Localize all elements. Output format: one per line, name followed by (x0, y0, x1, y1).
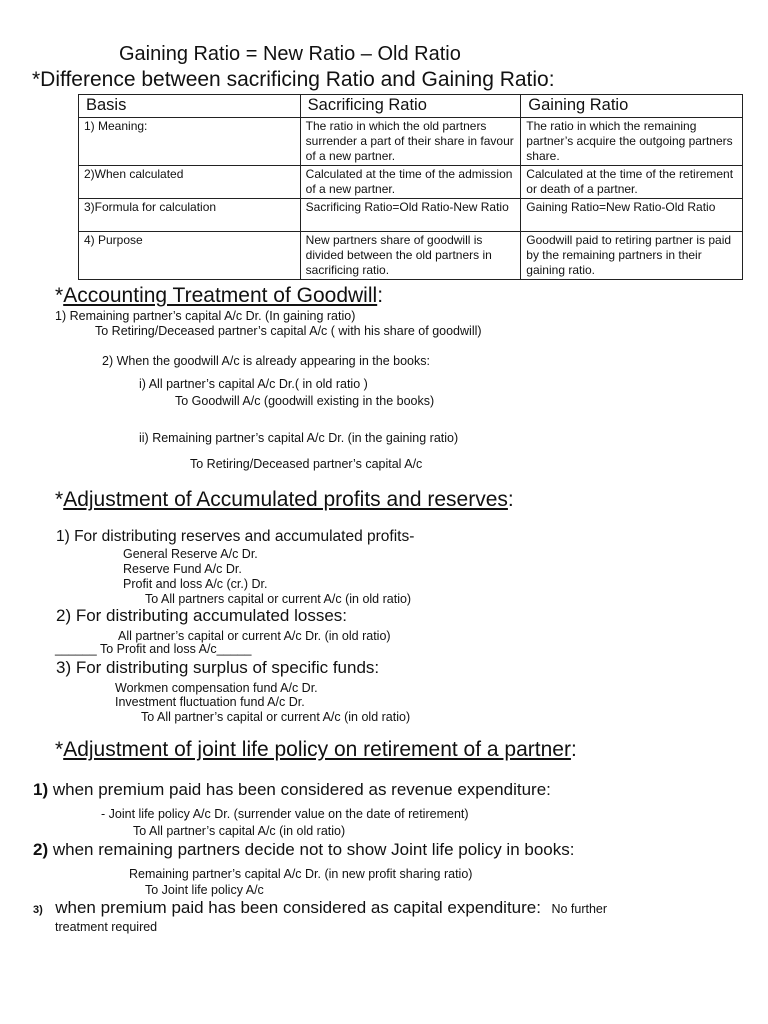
heading-prefix: * (55, 738, 64, 761)
reserves-heading (55, 488, 514, 512)
table-header-cell: Sacrificing Ratio (300, 95, 521, 118)
case-text: when remaining partners decide not to show Joint life policy in books: (48, 840, 575, 859)
jlp-case1-line2: To All partner’s capital A/c (in old ratio) (133, 824, 346, 838)
table-header-row (79, 95, 743, 118)
reserves-sub2-line1: All partner’s capital or current A/c Dr. (in old ratio) (118, 629, 391, 643)
table-cell: The ratio in which the remaining partner’s acquire the outgoing partners share. (521, 118, 743, 166)
jlp-case3-note-line2: treatment required (55, 920, 158, 934)
reserves-sub3-line3: To All partner’s capital or current A/c (in old ratio) (141, 710, 411, 724)
case-number: 1) (33, 780, 49, 799)
heading-title: Adjustment of Accumulated profits and reserves (63, 488, 508, 511)
formula-line: Gaining Ratio = New Ratio – Old Ratio (119, 43, 461, 65)
reserves-sub2-line2: ______ To Profit and loss A/c_____ (55, 642, 252, 656)
reserves-sub1-heading: 1) For distributing reserves and accumulated profits- (56, 528, 415, 545)
reserves-sub3-line1: Workmen compensation fund A/c Dr. (115, 681, 318, 695)
difference-heading: *Difference between sacrificing Ratio and Gaining Ratio: (32, 68, 555, 91)
reserves-sub3-line2: Investment fluctuation fund A/c Dr. (115, 695, 305, 709)
goodwill-entry2ii-line1: ii) Remaining partner’s capital A/c Dr. (in the gaining ratio) (139, 431, 459, 445)
jlp-case3 (33, 898, 607, 918)
reserves-sub1-line2: Reserve Fund A/c Dr. (123, 562, 242, 576)
table-cell: 3)Formula for calculation (79, 199, 301, 232)
heading-title: Adjustment of joint life policy on retirement of a partner (63, 738, 571, 761)
heading-suffix: : (377, 284, 384, 307)
case-number: 3) (33, 904, 43, 916)
goodwill-entry2i-line1: i) All partner’s capital A/c Dr.( in old ratio ) (139, 377, 368, 391)
reserves-sub1-line4: To All partners capital or current A/c (in old ratio) (145, 592, 412, 606)
comparison-table (78, 94, 743, 280)
case-text: when premium paid has been considered as revenue expenditure: (48, 780, 551, 799)
table-row (79, 166, 743, 199)
table-cell: Calculated at the time of the admission of a new partner. (300, 166, 521, 199)
case-number: 2) (33, 840, 49, 859)
jlp-heading (55, 738, 577, 762)
goodwill-entry2-heading: 2) When the goodwill A/c is already appearing in the books: (102, 354, 430, 368)
table-cell: 2)When calculated (79, 166, 301, 199)
table-cell: New partners share of goodwill is divided between the old partners in sacrificing ratio. (300, 232, 521, 280)
jlp-case2-line1: Remaining partner’s capital A/c Dr. (in new profit sharing ratio) (129, 867, 473, 881)
goodwill-entry2i-line2: To Goodwill A/c (goodwill existing in the books) (175, 394, 435, 408)
heading-suffix: : (570, 738, 577, 761)
table-cell: Gaining Ratio=New Ratio-Old Ratio (521, 199, 743, 232)
table-cell: 4) Purpose (79, 232, 301, 280)
goodwill-heading (55, 284, 383, 308)
heading-title: Accounting Treatment of Goodwill (63, 284, 378, 307)
table-cell: Calculated at the time of the retirement or death of a partner. (521, 166, 743, 199)
table-header-cell: Gaining Ratio (521, 95, 743, 118)
table-row (79, 232, 743, 280)
table-row (79, 118, 743, 166)
reserves-sub3-heading: 3) For distributing surplus of specific funds: (56, 658, 380, 677)
jlp-case2-line2: To Joint life policy A/c (145, 883, 264, 897)
jlp-case1 (33, 780, 551, 800)
goodwill-entry1-line2: To Retiring/Deceased partner’s capital A/c ( with his share of goodwill) (95, 324, 482, 338)
table-cell: The ratio in which the old partners surrender a part of their share in favour of a new partner. (300, 118, 521, 166)
reserves-sub1-line1: General Reserve A/c Dr. (123, 547, 258, 561)
case-text: when premium paid has been considered as capital expenditure: (55, 898, 541, 917)
table-cell: Sacrificing Ratio=Old Ratio-New Ratio (300, 199, 521, 232)
heading-suffix: : (507, 488, 514, 511)
table-cell: Goodwill paid to retiring partner is paid by the remaining partners in their gaining ratio. (521, 232, 743, 280)
reserves-sub2-heading: 2) For distributing accumulated losses: (56, 606, 348, 625)
goodwill-entry2ii-line2: To Retiring/Deceased partner’s capital A/c (190, 457, 423, 471)
goodwill-entry1-line1: 1) Remaining partner’s capital A/c Dr. (In gaining ratio) (55, 309, 356, 323)
heading-prefix: * (55, 284, 64, 307)
case-note: No further (551, 902, 608, 916)
jlp-case2 (33, 840, 574, 860)
reserves-sub1-line3: Profit and loss A/c (cr.) Dr. (123, 577, 268, 591)
table-header-cell: Basis (79, 95, 301, 118)
table-cell: 1) Meaning: (79, 118, 301, 166)
heading-prefix: * (55, 488, 64, 511)
table-row (79, 199, 743, 232)
jlp-case1-line1: - Joint life policy A/c Dr. (surrender value on the date of retirement) (101, 807, 469, 821)
